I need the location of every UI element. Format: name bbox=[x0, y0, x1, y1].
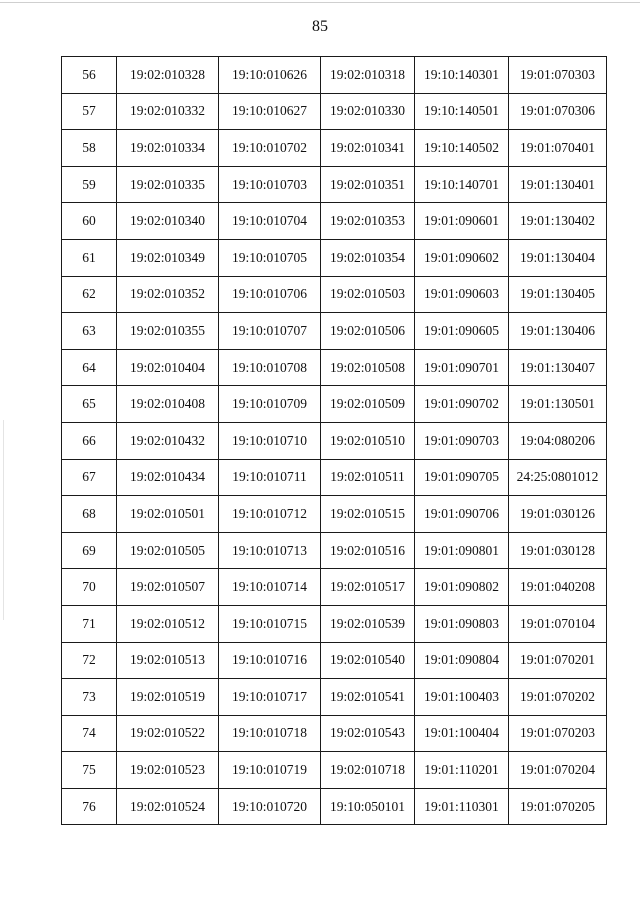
cadastral-code-cell: 19:02:010505 bbox=[117, 532, 219, 569]
cadastral-code-cell: 24:25:0801012 bbox=[509, 459, 607, 496]
cadastral-code-cell: 19:01:030126 bbox=[509, 496, 607, 533]
cadastral-code-cell: 19:02:010352 bbox=[117, 276, 219, 313]
cadastral-code-cell: 19:10:010702 bbox=[219, 130, 321, 167]
table-row bbox=[62, 569, 607, 606]
cadastral-code-cell: 19:01:090701 bbox=[415, 349, 509, 386]
cadastral-code-cell: 19:01:070303 bbox=[509, 57, 607, 94]
cadastral-code-cell: 19:01:130401 bbox=[509, 166, 607, 203]
cadastral-code-cell: 19:02:010501 bbox=[117, 496, 219, 533]
cadastral-code-cell: 19:02:010509 bbox=[321, 386, 415, 423]
row-number-cell: 75 bbox=[62, 752, 117, 789]
cadastral-code-cell: 19:02:010355 bbox=[117, 313, 219, 350]
cadastral-code-cell: 19:01:090602 bbox=[415, 239, 509, 276]
cadastral-code-cell: 19:01:090801 bbox=[415, 532, 509, 569]
table-row bbox=[62, 642, 607, 679]
table-body bbox=[62, 57, 607, 825]
cadastral-code-cell: 19:10:010713 bbox=[219, 532, 321, 569]
cadastral-code-cell: 19:01:070204 bbox=[509, 752, 607, 789]
cadastral-code-cell: 19:01:070202 bbox=[509, 679, 607, 716]
cadastral-code-cell: 19:02:010511 bbox=[321, 459, 415, 496]
row-number-cell: 67 bbox=[62, 459, 117, 496]
cadastral-code-cell: 19:10:010718 bbox=[219, 715, 321, 752]
cadastral-code-cell: 19:10:010715 bbox=[219, 605, 321, 642]
cadastral-code-cell: 19:10:010719 bbox=[219, 752, 321, 789]
cadastral-code-cell: 19:01:070203 bbox=[509, 715, 607, 752]
cadastral-code-cell: 19:01:090705 bbox=[415, 459, 509, 496]
cadastral-code-cell: 19:02:010434 bbox=[117, 459, 219, 496]
cadastral-code-cell: 19:04:080206 bbox=[509, 422, 607, 459]
row-number-cell: 70 bbox=[62, 569, 117, 606]
table-row bbox=[62, 203, 607, 240]
cadastral-code-cell: 19:01:110201 bbox=[415, 752, 509, 789]
row-number-cell: 56 bbox=[62, 57, 117, 94]
cadastral-code-cell: 19:02:010349 bbox=[117, 239, 219, 276]
cadastral-code-cell: 19:02:010340 bbox=[117, 203, 219, 240]
cadastral-code-cell: 19:10:010704 bbox=[219, 203, 321, 240]
scan-margin-mark bbox=[3, 420, 4, 620]
row-number-cell: 66 bbox=[62, 422, 117, 459]
cadastral-code-cell: 19:02:010718 bbox=[321, 752, 415, 789]
cadastral-code-cell: 19:01:130407 bbox=[509, 349, 607, 386]
cadastral-code-cell: 19:02:010516 bbox=[321, 532, 415, 569]
cadastral-code-cell: 19:02:010334 bbox=[117, 130, 219, 167]
cadastral-code-cell: 19:02:010508 bbox=[321, 349, 415, 386]
cadastral-code-cell: 19:10:010708 bbox=[219, 349, 321, 386]
cadastral-code-cell: 19:10:010711 bbox=[219, 459, 321, 496]
cadastral-code-cell: 19:10:010710 bbox=[219, 422, 321, 459]
cadastral-code-cell: 19:02:010506 bbox=[321, 313, 415, 350]
cadastral-code-cell: 19:01:030128 bbox=[509, 532, 607, 569]
cadastral-code-cell: 19:01:100404 bbox=[415, 715, 509, 752]
cadastral-code-cell: 19:02:010353 bbox=[321, 203, 415, 240]
cadastral-code-cell: 19:02:010540 bbox=[321, 642, 415, 679]
cadastral-code-cell: 19:01:090706 bbox=[415, 496, 509, 533]
cadastral-code-cell: 19:01:100403 bbox=[415, 679, 509, 716]
table-row bbox=[62, 313, 607, 350]
cadastral-code-cell: 19:02:010524 bbox=[117, 788, 219, 825]
table-row bbox=[62, 788, 607, 825]
table-row bbox=[62, 679, 607, 716]
cadastral-code-cell: 19:01:130405 bbox=[509, 276, 607, 313]
table-row bbox=[62, 496, 607, 533]
table-row bbox=[62, 130, 607, 167]
row-number-cell: 76 bbox=[62, 788, 117, 825]
cadastral-code-cell: 19:01:130501 bbox=[509, 386, 607, 423]
row-number-cell: 64 bbox=[62, 349, 117, 386]
cadastral-code-cell: 19:01:130402 bbox=[509, 203, 607, 240]
table-row bbox=[62, 349, 607, 386]
cadastral-code-cell: 19:02:010513 bbox=[117, 642, 219, 679]
page-number: 85 bbox=[312, 18, 328, 35]
cadastral-code-cell: 19:02:010335 bbox=[117, 166, 219, 203]
row-number-cell: 63 bbox=[62, 313, 117, 350]
cadastral-code-cell: 19:10:140301 bbox=[415, 57, 509, 94]
cadastral-code-cell: 19:01:090703 bbox=[415, 422, 509, 459]
cadastral-code-cell: 19:02:010432 bbox=[117, 422, 219, 459]
cadastral-code-cell: 19:02:010522 bbox=[117, 715, 219, 752]
table-row bbox=[62, 532, 607, 569]
row-number-cell: 62 bbox=[62, 276, 117, 313]
row-number-cell: 59 bbox=[62, 166, 117, 203]
cadastral-code-cell: 19:02:010328 bbox=[117, 57, 219, 94]
cadastral-code-cell: 19:02:010517 bbox=[321, 569, 415, 606]
cadastral-code-cell: 19:02:010354 bbox=[321, 239, 415, 276]
table-row bbox=[62, 57, 607, 94]
row-number-cell: 74 bbox=[62, 715, 117, 752]
cadastral-code-cell: 19:02:010341 bbox=[321, 130, 415, 167]
row-number-cell: 65 bbox=[62, 386, 117, 423]
cadastral-code-cell: 19:01:070401 bbox=[509, 130, 607, 167]
cadastral-code-cell: 19:10:010712 bbox=[219, 496, 321, 533]
scan-edge-line bbox=[0, 2, 640, 3]
cadastral-code-cell: 19:02:010539 bbox=[321, 605, 415, 642]
cadastral-code-cell: 19:10:010705 bbox=[219, 239, 321, 276]
cadastral-code-cell: 19:01:070205 bbox=[509, 788, 607, 825]
cadastral-code-cell: 19:01:130404 bbox=[509, 239, 607, 276]
table-row bbox=[62, 752, 607, 789]
row-number-cell: 60 bbox=[62, 203, 117, 240]
cadastral-code-cell: 19:02:010318 bbox=[321, 57, 415, 94]
cadastral-code-cell: 19:10:010720 bbox=[219, 788, 321, 825]
cadastral-code-cell: 19:01:090702 bbox=[415, 386, 509, 423]
table-row bbox=[62, 459, 607, 496]
cadastral-table bbox=[61, 56, 607, 825]
row-number-cell: 72 bbox=[62, 642, 117, 679]
cadastral-code-cell: 19:02:010507 bbox=[117, 569, 219, 606]
cadastral-code-cell: 19:10:010706 bbox=[219, 276, 321, 313]
cadastral-code-cell: 19:10:010703 bbox=[219, 166, 321, 203]
cadastral-code-cell: 19:10:140501 bbox=[415, 93, 509, 130]
cadastral-code-cell: 19:10:010626 bbox=[219, 57, 321, 94]
cadastral-code-cell: 19:01:130406 bbox=[509, 313, 607, 350]
cadastral-code-cell: 19:10:010716 bbox=[219, 642, 321, 679]
cadastral-code-cell: 19:10:010717 bbox=[219, 679, 321, 716]
cadastral-code-cell: 19:10:010707 bbox=[219, 313, 321, 350]
cadastral-code-cell: 19:01:090603 bbox=[415, 276, 509, 313]
cadastral-code-cell: 19:01:090605 bbox=[415, 313, 509, 350]
table-row bbox=[62, 93, 607, 130]
cadastral-code-cell: 19:02:010330 bbox=[321, 93, 415, 130]
table-row bbox=[62, 422, 607, 459]
cadastral-code-cell: 19:10:010627 bbox=[219, 93, 321, 130]
cadastral-code-cell: 19:02:010523 bbox=[117, 752, 219, 789]
cadastral-code-cell: 19:10:050101 bbox=[321, 788, 415, 825]
cadastral-code-cell: 19:02:010510 bbox=[321, 422, 415, 459]
cadastral-code-cell: 19:02:010519 bbox=[117, 679, 219, 716]
table-row bbox=[62, 239, 607, 276]
cadastral-code-cell: 19:02:010541 bbox=[321, 679, 415, 716]
row-number-cell: 71 bbox=[62, 605, 117, 642]
cadastral-code-cell: 19:01:090803 bbox=[415, 605, 509, 642]
cadastral-code-cell: 19:01:090804 bbox=[415, 642, 509, 679]
row-number-cell: 58 bbox=[62, 130, 117, 167]
cadastral-code-cell: 19:01:090601 bbox=[415, 203, 509, 240]
cadastral-code-cell: 19:02:010351 bbox=[321, 166, 415, 203]
cadastral-code-cell: 19:10:140502 bbox=[415, 130, 509, 167]
cadastral-code-cell: 19:01:110301 bbox=[415, 788, 509, 825]
row-number-cell: 69 bbox=[62, 532, 117, 569]
cadastral-code-cell: 19:02:010408 bbox=[117, 386, 219, 423]
row-number-cell: 73 bbox=[62, 679, 117, 716]
cadastral-code-cell: 19:02:010543 bbox=[321, 715, 415, 752]
table-row bbox=[62, 386, 607, 423]
cadastral-code-cell: 19:02:010332 bbox=[117, 93, 219, 130]
cadastral-code-cell: 19:10:140701 bbox=[415, 166, 509, 203]
cadastral-code-cell: 19:10:010709 bbox=[219, 386, 321, 423]
cadastral-code-cell: 19:01:070104 bbox=[509, 605, 607, 642]
table-row bbox=[62, 276, 607, 313]
row-number-cell: 68 bbox=[62, 496, 117, 533]
cadastral-code-cell: 19:01:040208 bbox=[509, 569, 607, 606]
cadastral-code-cell: 19:10:010714 bbox=[219, 569, 321, 606]
cadastral-code-cell: 19:01:090802 bbox=[415, 569, 509, 606]
row-number-cell: 57 bbox=[62, 93, 117, 130]
row-number-cell: 61 bbox=[62, 239, 117, 276]
cadastral-code-cell: 19:02:010512 bbox=[117, 605, 219, 642]
cadastral-code-cell: 19:02:010404 bbox=[117, 349, 219, 386]
table-row bbox=[62, 605, 607, 642]
cadastral-code-cell: 19:02:010515 bbox=[321, 496, 415, 533]
cadastral-code-cell: 19:01:070306 bbox=[509, 93, 607, 130]
table-row bbox=[62, 715, 607, 752]
cadastral-code-cell: 19:02:010503 bbox=[321, 276, 415, 313]
cadastral-code-cell: 19:01:070201 bbox=[509, 642, 607, 679]
table-row bbox=[62, 166, 607, 203]
